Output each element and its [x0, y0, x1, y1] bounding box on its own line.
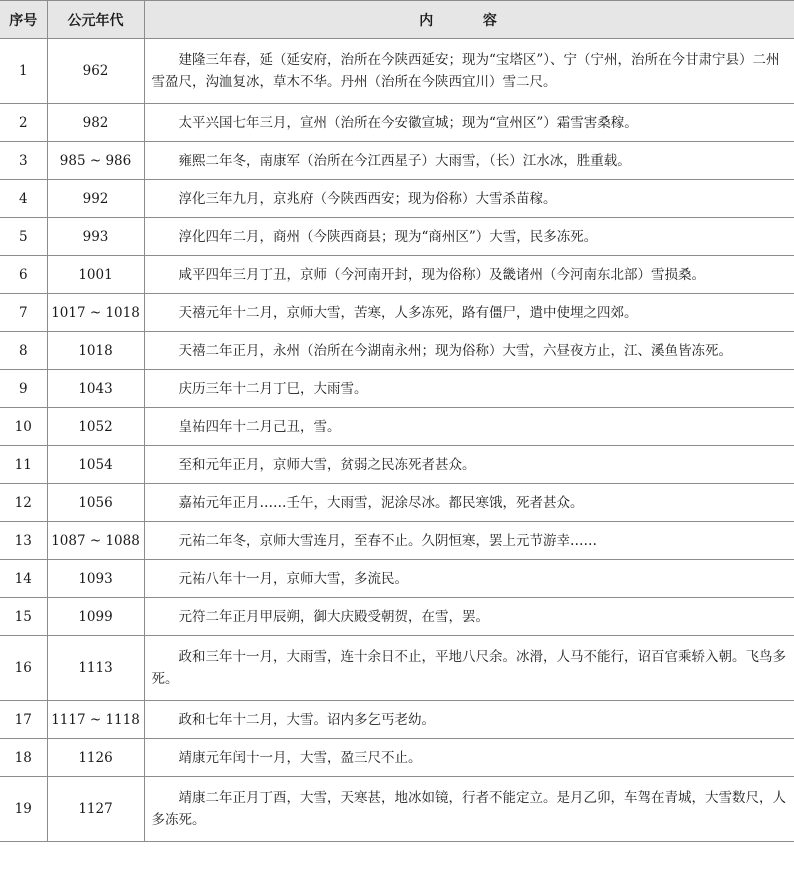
row-text: 建隆三年春，延（延安府，治所在今陕西延安；现为“宝塔区”）、宁（宁州，治所在今甘肃宁县）二州雪盈尺，沟洫复冰，草木不华。丹州（治所在今陕西宜川）雪二尺。	[144, 39, 794, 104]
table-row	[0, 408, 794, 446]
row-text: 政和七年十二月，大雪。诏内多乞丐老幼。	[144, 701, 794, 739]
row-year: 992	[47, 180, 144, 218]
row-year: 1099	[47, 598, 144, 636]
table-row	[0, 560, 794, 598]
row-num: 17	[0, 701, 47, 739]
row-text: 元祐二年冬，京师大雪连月，至春不止。久阴恒寒，罢上元节游幸……	[144, 522, 794, 560]
row-num: 10	[0, 408, 47, 446]
row-year: 1001	[47, 256, 144, 294]
row-year: 1043	[47, 370, 144, 408]
row-year: 1018	[47, 332, 144, 370]
header-year: 公元年代	[47, 1, 144, 39]
table-row	[0, 218, 794, 256]
row-year: 1056	[47, 484, 144, 522]
row-year: 1093	[47, 560, 144, 598]
table-row	[0, 598, 794, 636]
row-text: 庆历三年十二月丁巳，大雨雪。	[144, 370, 794, 408]
row-num: 9	[0, 370, 47, 408]
row-text: 靖康二年正月丁酉，大雪，天寒甚，地冰如镜，行者不能定立。是月乙卯，车驾在青城，大雪数尺，人多冻死。	[144, 777, 794, 842]
row-text: 天禧元年十二月，京师大雪，苦寒，人多冻死，路有僵尸，遣中使埋之四郊。	[144, 294, 794, 332]
table-row	[0, 370, 794, 408]
row-text: 元祐八年十一月，京师大雪，多流民。	[144, 560, 794, 598]
header-num: 序号	[0, 1, 47, 39]
row-num: 18	[0, 739, 47, 777]
row-year: 993	[47, 218, 144, 256]
table-row	[0, 256, 794, 294]
table-row	[0, 142, 794, 180]
row-num: 11	[0, 446, 47, 484]
row-text: 太平兴国七年三月，宣州（治所在今安徽宣城；现为“宣州区”）霜雪害桑稼。	[144, 104, 794, 142]
row-num: 12	[0, 484, 47, 522]
table-row	[0, 522, 794, 560]
row-num: 6	[0, 256, 47, 294]
table-row	[0, 446, 794, 484]
row-year: 1127	[47, 777, 144, 842]
row-year: 1052	[47, 408, 144, 446]
row-text: 嘉祐元年正月……壬午，大雨雪，泥涂尽冰。都民寒饿，死者甚众。	[144, 484, 794, 522]
row-year: 1017 ~ 1018	[47, 294, 144, 332]
row-year: 985 ~ 986	[47, 142, 144, 180]
table-row	[0, 636, 794, 701]
row-year: 982	[47, 104, 144, 142]
row-num: 13	[0, 522, 47, 560]
table-row	[0, 484, 794, 522]
header-content: 内 容	[144, 1, 794, 39]
row-num: 8	[0, 332, 47, 370]
table-row	[0, 701, 794, 739]
row-num: 3	[0, 142, 47, 180]
row-text: 元符二年正月甲辰朔，御大庆殿受朝贺，在雪，罢。	[144, 598, 794, 636]
row-num: 5	[0, 218, 47, 256]
row-num: 2	[0, 104, 47, 142]
row-year: 1087 ~ 1088	[47, 522, 144, 560]
row-num: 19	[0, 777, 47, 842]
row-num: 16	[0, 636, 47, 701]
row-num: 1	[0, 39, 47, 104]
row-text: 淳化四年二月，商州（今陕西商县；现为“商州区”）大雪，民多冻死。	[144, 218, 794, 256]
table-row	[0, 294, 794, 332]
row-year: 962	[47, 39, 144, 104]
row-text: 雍熙二年冬，南康军（治所在今江西星子）大雨雪，（长）江水冰，胜重载。	[144, 142, 794, 180]
row-year: 1117 ~ 1118	[47, 701, 144, 739]
row-text: 天禧二年正月，永州（治所在今湖南永州；现为俗称）大雪，六昼夜方止，江、溪鱼皆冻死。	[144, 332, 794, 370]
row-text: 淳化三年九月，京兆府（今陕西西安；现为俗称）大雪杀苗稼。	[144, 180, 794, 218]
table-row	[0, 739, 794, 777]
row-text: 皇祐四年十二月己丑，雪。	[144, 408, 794, 446]
table-row	[0, 777, 794, 842]
row-year: 1113	[47, 636, 144, 701]
table-row	[0, 180, 794, 218]
row-year: 1054	[47, 446, 144, 484]
row-num: 7	[0, 294, 47, 332]
row-text: 靖康元年闰十一月，大雪，盈三尺不止。	[144, 739, 794, 777]
table-header-row	[0, 1, 794, 39]
row-num: 4	[0, 180, 47, 218]
row-text: 咸平四年三月丁丑，京师（今河南开封，现为俗称）及畿诸州（今河南东北部）雪损桑。	[144, 256, 794, 294]
table-row	[0, 104, 794, 142]
row-num: 15	[0, 598, 47, 636]
row-text: 至和元年正月，京师大雪，贫弱之民冻死者甚众。	[144, 446, 794, 484]
row-text: 政和三年十一月，大雨雪，连十余日不止，平地八尺余。冰滑，人马不能行，诏百官乘轿入朝。飞鸟多死。	[144, 636, 794, 701]
table-row	[0, 332, 794, 370]
table-row	[0, 39, 794, 104]
row-year: 1126	[47, 739, 144, 777]
row-num: 14	[0, 560, 47, 598]
